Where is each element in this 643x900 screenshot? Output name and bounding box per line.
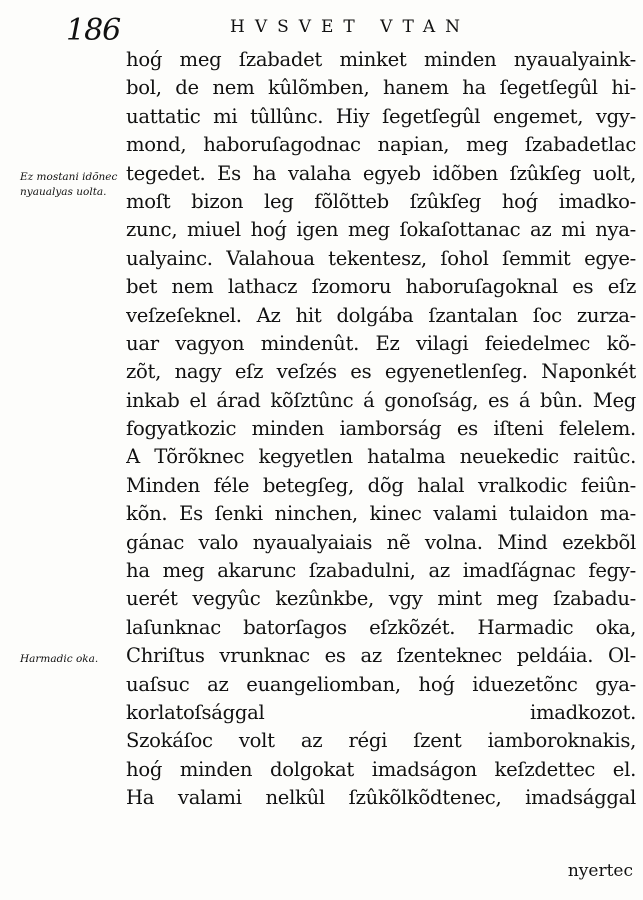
page-number: 186 (66, 13, 121, 48)
text-line: veſzeſeknel. Az hit dolgába ſzantalan ſoc zurza- (126, 303, 636, 327)
text-line: A Tõrõknec kegyetlen hatalma neuekedic raitûc. (126, 445, 636, 469)
margin-note: Ez mostani idõnec nyaualyas uolta. (20, 171, 118, 198)
text-line: tegedet. Es ha valaha egyeb idõben ſzûkſeg uolt, (126, 161, 636, 185)
text-line: gánac valo nyaualyaiais nẽ volna. Mind ezekbõl (126, 530, 636, 554)
text-line: uar vagyon mindenût. Ez vilagi feiedelmec kõ- (126, 331, 636, 355)
text-line: laſunknac batorſagos eſzkõzét. Harmadic oka, (126, 615, 636, 639)
text-line: korlatoſsággal imadkozot. (126, 700, 636, 724)
text-line: fogyatkozic minden iamborság es iſteni felelem. (126, 417, 636, 441)
text-line: Szokáſoc volt az régi ſzent iamboroknakis, (126, 729, 636, 753)
text-line: hoǵ meg ſzabadet minket minden nyaualyaink- (126, 48, 636, 71)
body-text (126, 46, 636, 813)
text-line: mond, haboruſagodnac napian, meg ſzabadetlac (126, 133, 636, 157)
text-line: bol, de nem kûlõmben, hanem ha ſegetſegûl hi- (126, 76, 636, 100)
catchword: nyertec (567, 861, 633, 881)
text-line: inkab el árad kõſztûnc á gonoſság, es á bûn. Meg (126, 388, 636, 412)
text-line: zõt, nagy eſz veſzés es egyenetlenſeg. Naponkét (126, 360, 636, 384)
text-line: ha meg akarunc ſzabadulni, az imadſágnac fegy- (126, 559, 636, 583)
text-line: Chriſtus vrunknac es az ſzenteknec peldáia. Ol- (126, 644, 636, 668)
text-line: uerét vegyûc kezûnkbe, vgy mint meg ſzabadu- (126, 587, 636, 611)
text-line: hoǵ minden dolgokat imadságon keſzdettec el. (126, 757, 636, 781)
text-line: ualyainc. Valahoua tekentesz, ſohol ſemmit egye- (126, 246, 636, 270)
text-line: bet nem lathacz ſzomoru haboruſagoknal es eſz (126, 275, 636, 299)
margin-note: Harmadic oka. (20, 653, 99, 665)
text-line: Minden féle betegſeg, dõg halal vralkodic feiûn- (126, 473, 636, 497)
text-line: uattatic mi tûllûnc. Hiy ſegetſegûl engemet, vgy- (126, 104, 636, 128)
text-line: Ha valami nelkûl ſzûkõlkõdtenec, imadsággal (126, 786, 636, 810)
text-line: kõn. Es ſenki ninchen, kinec valami tulaidon ma- (126, 502, 636, 526)
text-line: moſt bizon leg fõlõtteb ſzûkſeg hoǵ imadko- (126, 189, 636, 213)
text-line: zunc, miuel hoǵ igen meg ſokaſottanac az mi nya- (126, 218, 636, 242)
text-line: uaſsuc az euangeliomban, hoǵ iduezetõnc gya- (126, 672, 636, 696)
running-head: HVSVET VTAN (230, 17, 471, 37)
